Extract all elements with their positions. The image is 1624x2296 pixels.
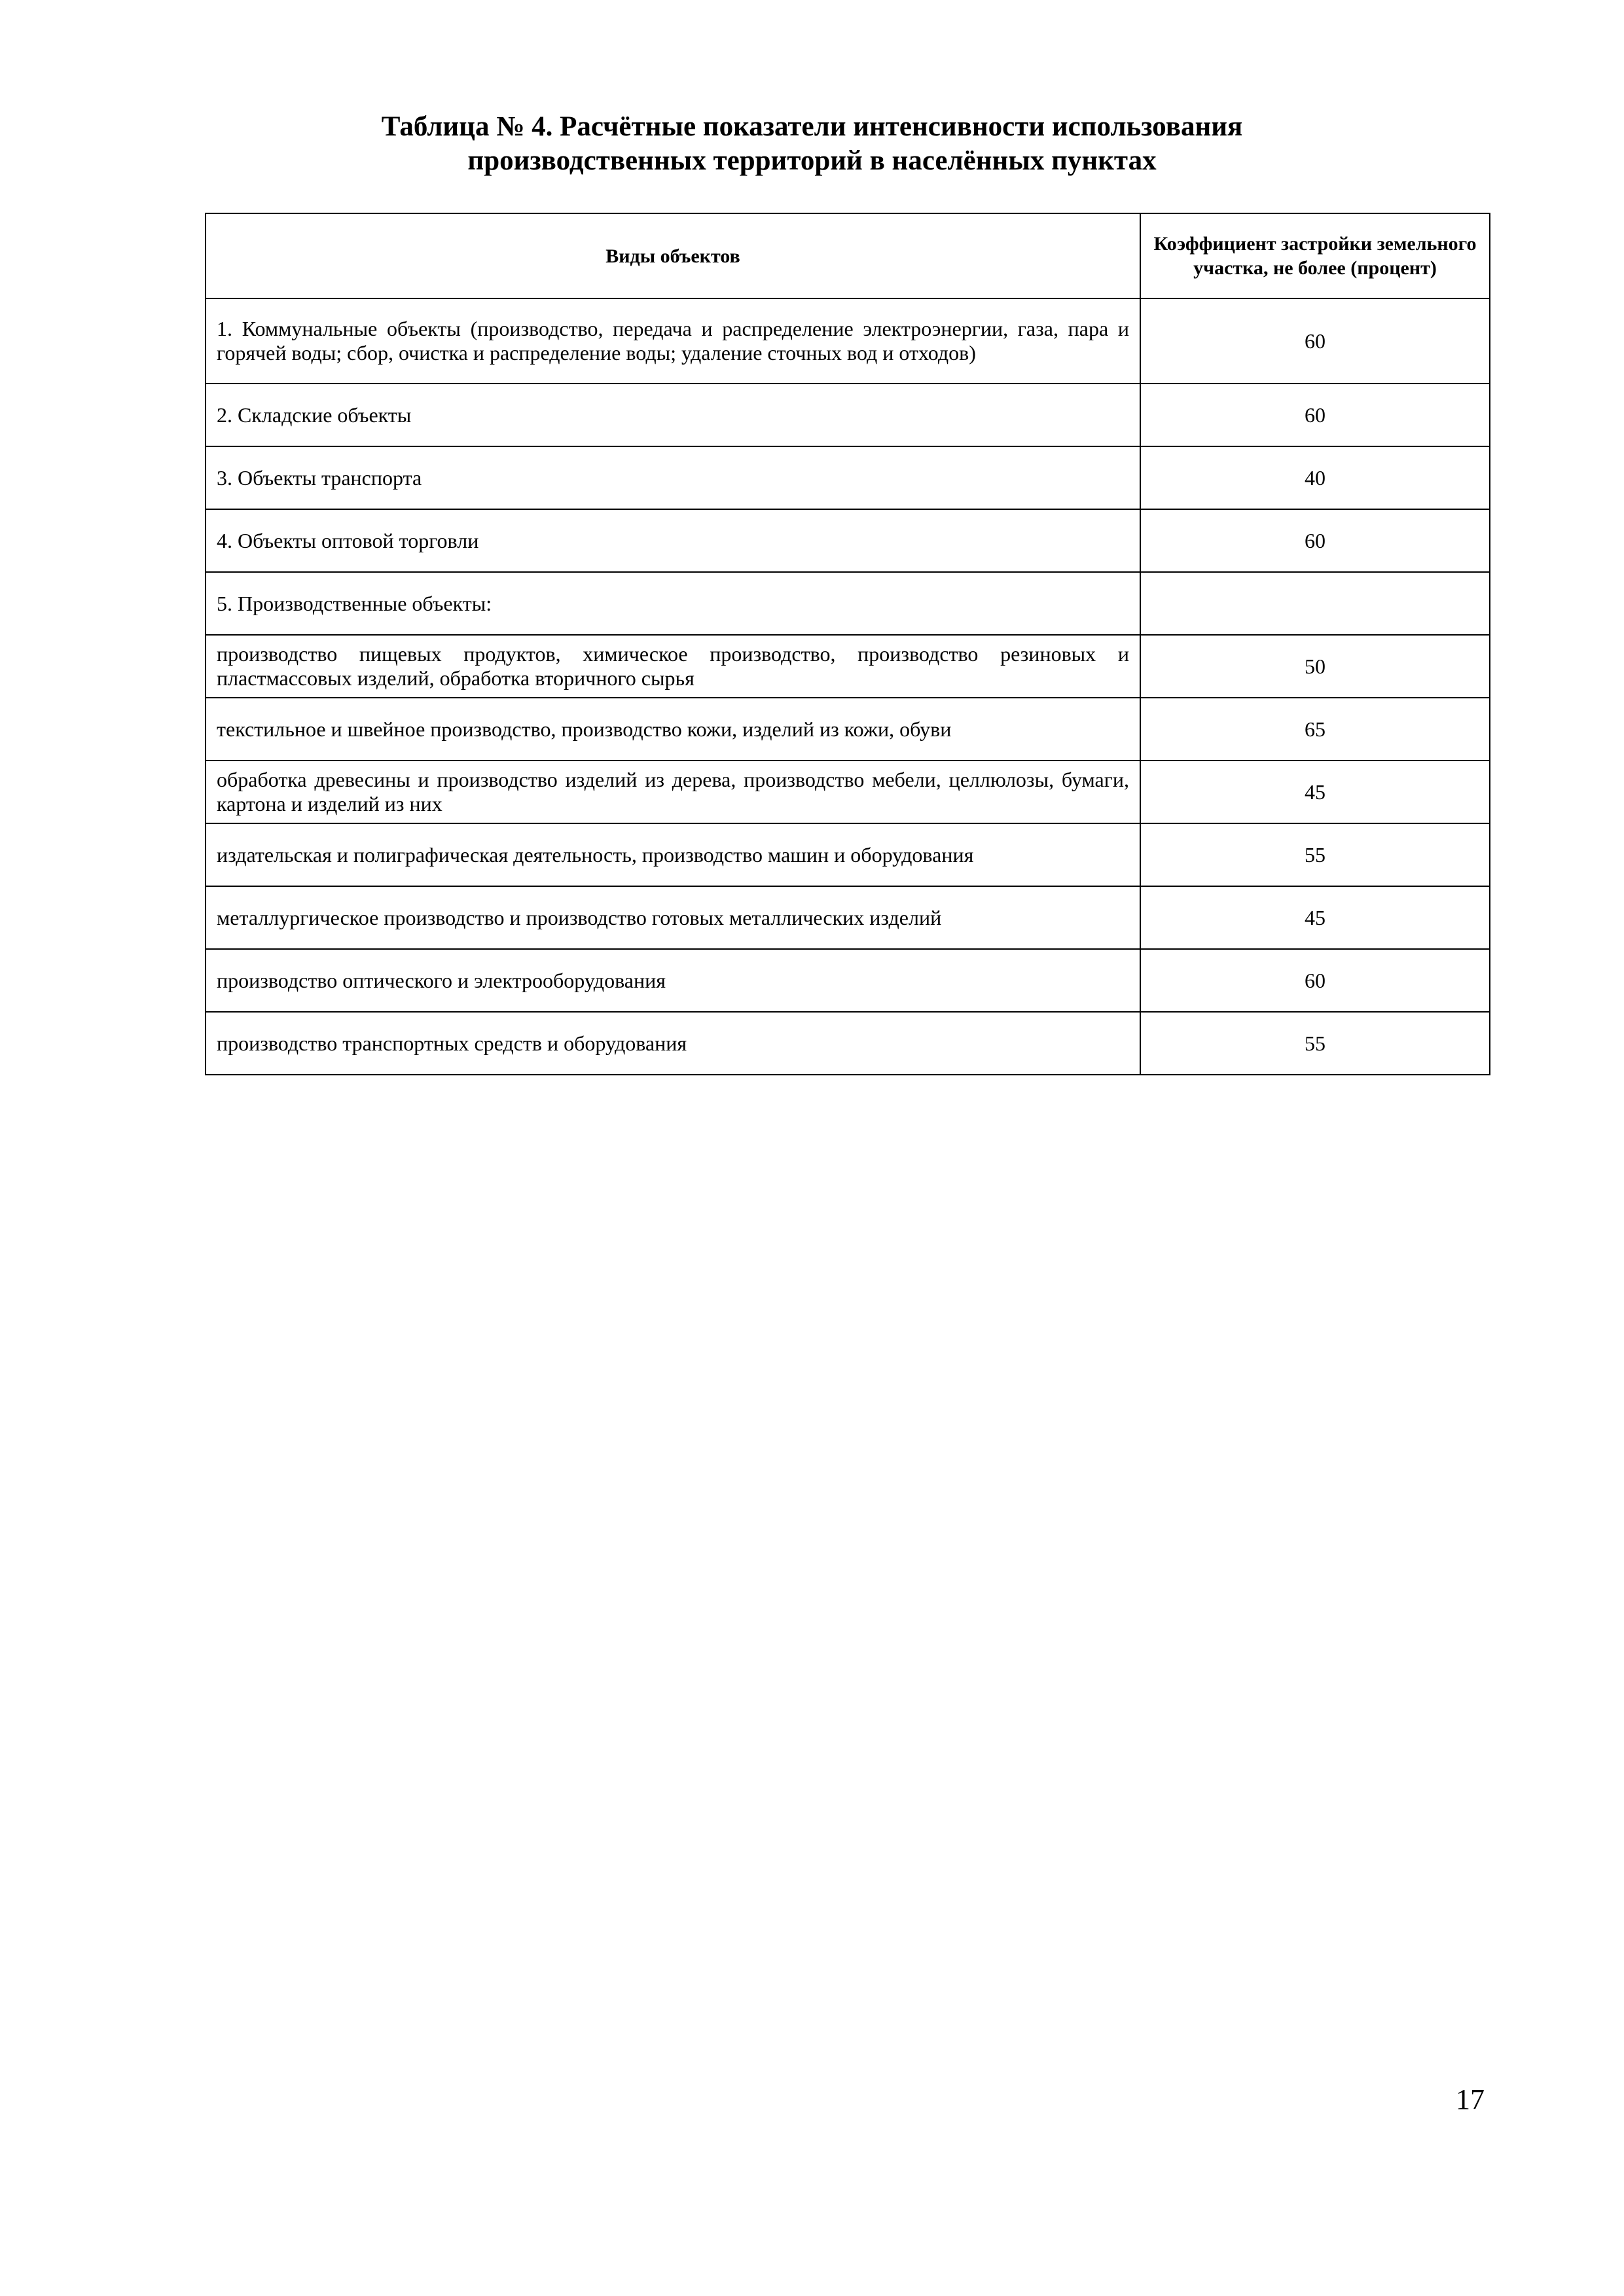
table-row xyxy=(206,949,1490,1012)
cell-coefficient: 60 xyxy=(1140,384,1490,446)
cell-coefficient: 65 xyxy=(1140,698,1490,761)
table-row xyxy=(206,298,1490,384)
table-row xyxy=(206,1012,1490,1075)
cell-kind: текстильное и швейное производство, производство кожи, изделий из кожи, обуви xyxy=(206,698,1140,761)
header-kind: Виды объектов xyxy=(206,213,1140,298)
cell-coefficient: 50 xyxy=(1140,635,1490,698)
cell-coefficient: 40 xyxy=(1140,446,1490,509)
table-row xyxy=(206,761,1490,823)
cell-coefficient xyxy=(1140,572,1490,635)
cell-kind: 3. Объекты транспорта xyxy=(206,446,1140,509)
cell-kind: производство оптического и электрооборудования xyxy=(206,949,1140,1012)
page-number: 17 xyxy=(1456,2083,1485,2115)
table-row xyxy=(206,446,1490,509)
cell-coefficient: 60 xyxy=(1140,509,1490,572)
table-header-row xyxy=(206,213,1490,298)
table-body xyxy=(206,298,1490,1075)
cell-coefficient: 60 xyxy=(1140,949,1490,1012)
table-title-line-1: Таблица № 4. Расчётные показатели интенсивности использования xyxy=(381,111,1243,142)
table-row xyxy=(206,384,1490,446)
table-row xyxy=(206,509,1490,572)
cell-coefficient: 55 xyxy=(1140,823,1490,886)
data-table-container xyxy=(205,213,1489,1075)
cell-kind: обработка древесины и производство изделий из дерева, производство мебели, целлюлозы, бумаги, картона и изделий из них xyxy=(206,761,1140,823)
table-row xyxy=(206,823,1490,886)
cell-kind: 2. Складские объекты xyxy=(206,384,1140,446)
cell-kind: производство пищевых продуктов, химическое производство, производство резиновых и пластмассовых изделий, обработка вторичного сырья xyxy=(206,635,1140,698)
header-coefficient: Коэффициент застройки земельного участка, не более (процент) xyxy=(1140,213,1490,298)
table-row xyxy=(206,635,1490,698)
cell-kind: 5. Производственные объекты: xyxy=(206,572,1140,635)
cell-kind: 1. Коммунальные объекты (производство, передача и распределение электроэнергии, газа, пара и горячей воды; сбор, очистка и распределение воды; удаление сточных вод и отходов) xyxy=(206,298,1140,384)
table-title xyxy=(0,110,1624,178)
table-row xyxy=(206,886,1490,949)
cell-kind: металлургическое производство и производство готовых металлических изделий xyxy=(206,886,1140,949)
cell-kind: 4. Объекты оптовой торговли xyxy=(206,509,1140,572)
cell-coefficient: 45 xyxy=(1140,761,1490,823)
cell-coefficient: 45 xyxy=(1140,886,1490,949)
table-row xyxy=(206,572,1490,635)
cell-coefficient: 60 xyxy=(1140,298,1490,384)
cell-kind: производство транспортных средств и оборудования xyxy=(206,1012,1140,1075)
data-table xyxy=(205,213,1490,1075)
table-row xyxy=(206,698,1490,761)
cell-kind: издательская и полиграфическая деятельность, производство машин и оборудования xyxy=(206,823,1140,886)
table-title-line-2: производственных территорий в населённых пунктах xyxy=(467,145,1157,176)
cell-coefficient: 55 xyxy=(1140,1012,1490,1075)
